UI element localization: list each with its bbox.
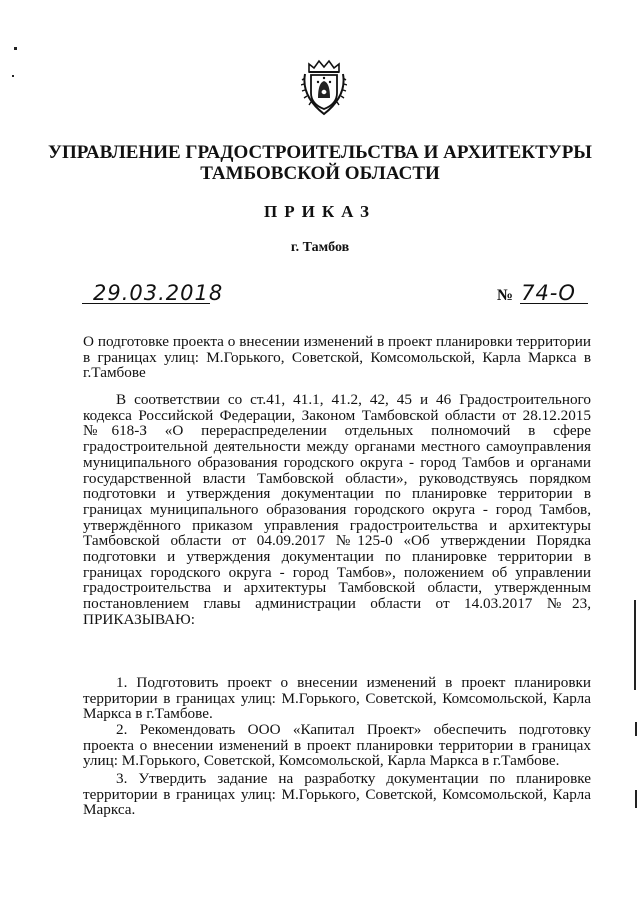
organization-name-line1: УПРАВЛЕНИЕ ГРАДОСТРОИТЕЛЬСТВА И АРХИТЕКТУРЫ — [48, 142, 592, 163]
number-sign: № — [497, 287, 514, 304]
scan-edge-right-2 — [635, 722, 637, 736]
scan-edge-right — [634, 600, 636, 690]
preamble-paragraph: В соответствии со ст.41, 41.1, 41.2, 42, 45 и 46 Градостроительного кодекса Российской Федерации, Законом Тамбовской области от 28.12.2015 №618-З «О перераспределении отдельных полномочий в сфере градостроительной деятельности между органами местного самоуправления муниципального образования городского округа - город Тамбов и органами государственной власти Тамбовской области», руководствуясь порядком подготовки и утверждения документации по планировке территории в границах муниципального образования городского округа - город Тамбов, утверждённого приказом управления градостроительства и архитектуры Тамбовской области от 04.09.2017 №125-0 «Об утверждении Порядка подготовки и утверждения документации по планировке территории в границах городского округа - город Тамбов», положением об управлении градостроительства и архитектуры Тамбовской области, утвержденным постановлением главы администрации области от 14.03.2017 №23, ПРИКАЗЫВАЮ: — [83, 391, 591, 628]
order-number-value: 74-О — [521, 281, 576, 305]
number-underline — [520, 303, 588, 304]
scan-speck-left — [12, 75, 14, 77]
order-item-2: 2. Рекомендовать ООО «Капитал Проект» обеспечить подготовку проекта о внесении изменений в проект планировки территории в границах улиц: М.Горького, Советской, Комсомольской, Карла Маркса в г.Тамбове. — [83, 721, 591, 770]
order-subject: О подготовке проекта о внесении изменений в проект планировки территории в границах улиц: М.Горького, Советской, Комсомольской, Карла Маркса в г.Тамбове — [83, 333, 591, 382]
document-type-title: ПРИКАЗ — [264, 202, 376, 221]
order-number — [497, 281, 576, 305]
scan-edge-right-3 — [635, 790, 637, 808]
order-item-1: 1. Подготовить проект о внесении изменений в проект планировки территории в границах улиц: М.Горького, Советской, Комсомольской, Карла Маркса в г.Тамбове. — [83, 674, 591, 723]
date-underline — [82, 303, 210, 304]
order-item-3: 3. Утвердить задание на разработку документации по планировке территории в границах улиц: М.Горького, Советской, Комсомольской, Карла Маркса. — [83, 770, 591, 819]
coat-of-arms-icon — [301, 58, 347, 116]
scan-speck-top-left — [14, 47, 17, 50]
organization-name-line2: ТАМБОВСКОЙ ОБЛАСТИ — [200, 163, 440, 184]
order-date: 29.03.2018 — [93, 281, 224, 305]
city-label: г. Тамбов — [290, 240, 350, 255]
